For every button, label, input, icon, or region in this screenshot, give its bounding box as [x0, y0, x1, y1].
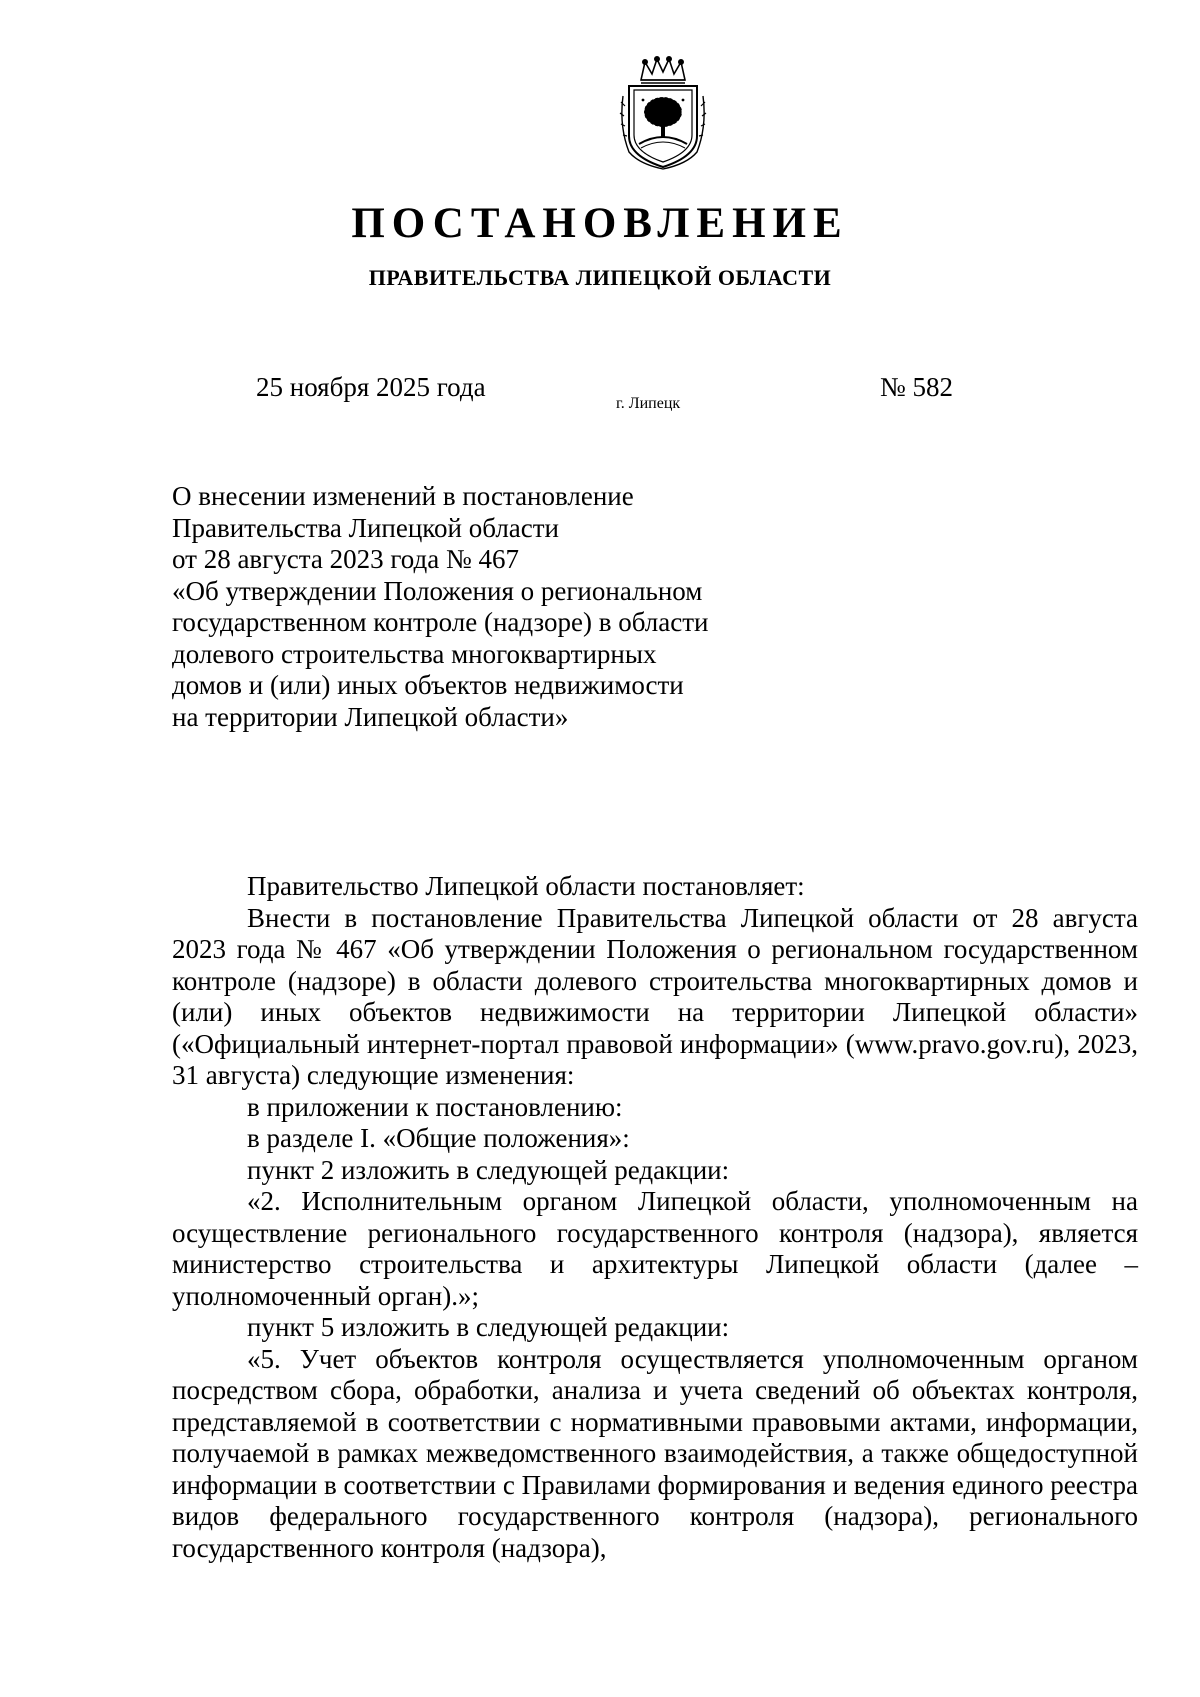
heading-line: «Об утверждении Положения о региональном: [172, 575, 703, 606]
heading-line: государственном контроле (надзоре) в области: [172, 607, 709, 637]
coat-of-arms-icon: [619, 56, 707, 170]
document-heading: [172, 481, 792, 733]
document-body: [172, 871, 1138, 1564]
document-date: 25 ноября 2025 года: [256, 372, 486, 402]
document-number: № 582: [880, 372, 954, 402]
heading-line: Правительства Липецкой области: [172, 512, 560, 543]
body-paragraph: в разделе I. «Общие положения»:: [247, 1123, 630, 1153]
body-paragraph: пункт 5 изложить в следующей редакции:: [247, 1312, 730, 1342]
heading-line: домов и (или) иных объектов недвижимости: [172, 670, 684, 700]
heading-line: на территории Липецкой области»: [172, 701, 569, 732]
heading-line: О внесении изменений в постановление: [172, 481, 634, 511]
body-paragraph: Правительство Липецкой области постановляет:: [247, 871, 805, 901]
heading-line: долевого строительства многоквартирных: [172, 638, 657, 669]
body-paragraph: «5. Учет объектов контроля осуществляется уполномоченным органом посредством сбора, обработки, анализа и учета сведений об объектах контроля, представляемой в соответствии с нормативными правовыми актами, информации, получаемой в рамках межведомственного взаимодействия, а также общедоступной информации в соответствии с Правилами формирования и ведения единого реестра видов федерального государственного контроля (надзора), регионального государственного контроля (надзора),: [172, 1343, 1138, 1563]
body-paragraph: Внести в постановление Правительства Липецкой области от 28 августа 2023 года № 467 «Об утверждении Положения о региональном государственном контроле (надзоре) в области долевого строительства многоквартирных домов и (или) иных объектов недвижимости на территории Липецкой области» («Официальный интернет-портал правовой информации» (www.pravo.gov.ru), 2023, 31 августа) следующие изменения:: [172, 902, 1138, 1090]
body-paragraph: пункт 2 изложить в следующей редакции:: [247, 1154, 730, 1185]
body-paragraph: в приложении к постановлению:: [247, 1091, 623, 1122]
heading-line: от 28 августа 2023 года № 467: [172, 544, 519, 574]
document-subtitle: ПРАВИТЕЛЬСТВА ЛИПЕЦКОЙ ОБЛАСТИ: [368, 265, 832, 290]
document-title: ПОСТАНОВЛЕНИЕ: [351, 200, 849, 247]
document-city: г. Липецк: [616, 395, 681, 412]
body-paragraph: «2. Исполнительным органом Липецкой области, уполномоченным на осуществление регионального государственного контроля (надзора), является министерство строительства и архитектуры Липецкой области (далее – уполномоченный орган).»;: [172, 1186, 1138, 1311]
